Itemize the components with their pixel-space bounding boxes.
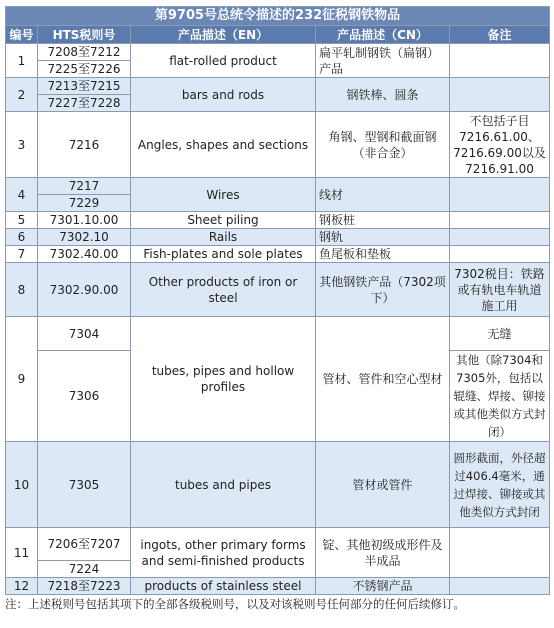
row-hts: 7213至7215	[38, 78, 131, 95]
row-en: Wires	[131, 178, 316, 212]
header-note: 备注	[450, 26, 550, 44]
table-title-row	[6, 7, 550, 26]
row-no: 8	[6, 263, 38, 317]
table-row	[6, 44, 550, 61]
row-en: bars and rods	[131, 78, 316, 112]
row-hts: 7302.90.00	[38, 263, 131, 317]
table-title: 第9705号总统令描述的232征税钢铁物品	[6, 7, 550, 26]
row-en: Angles, shapes and sections	[131, 112, 316, 178]
row-hts: 7224	[38, 561, 131, 578]
row-note	[450, 212, 550, 229]
row-en: tubes and pipes	[131, 442, 316, 528]
table-row	[6, 317, 550, 351]
steel-items-table	[5, 6, 550, 595]
row-note	[450, 246, 550, 263]
row-note	[450, 44, 550, 78]
table-row	[6, 442, 550, 528]
table-row	[6, 178, 550, 195]
table-row	[6, 246, 550, 263]
row-en: flat-rolled product	[131, 44, 316, 78]
row-no: 12	[6, 578, 38, 595]
row-no: 5	[6, 212, 38, 229]
row-no: 9	[6, 317, 38, 442]
row-en: tubes, pipes and hollow profiles	[131, 317, 316, 442]
row-cn: 钢轨	[316, 229, 450, 246]
row-hts: 7216	[38, 112, 131, 178]
row-note: 圆形截面，外径超过406.4毫米，通过焊接、铆接或其他类似方式封闭	[450, 442, 550, 528]
row-hts: 7218至7223	[38, 578, 131, 595]
row-hts: 7208至7212	[38, 44, 131, 61]
row-en: ingots, other primary forms and semi-finished products	[131, 528, 316, 578]
row-note	[450, 578, 550, 595]
row-note: 不包括子目7216.61.00、7216.69.00以及7216.91.00	[450, 112, 550, 178]
row-no: 3	[6, 112, 38, 178]
row-cn: 钢板桩	[316, 212, 450, 229]
table-row	[6, 212, 550, 229]
row-en: Fish-plates and sole plates	[131, 246, 316, 263]
row-hts: 7301.10.00	[38, 212, 131, 229]
row-no: 1	[6, 44, 38, 78]
table-row	[6, 263, 550, 317]
table-row	[6, 528, 550, 561]
row-hts: 7302.10	[38, 229, 131, 246]
row-hts: 7227至7228	[38, 95, 131, 112]
row-cn: 管材、管件和空心型材	[316, 317, 450, 442]
table-row	[6, 578, 550, 595]
row-hts: 7304	[38, 317, 131, 351]
row-hts: 7302.40.00	[38, 246, 131, 263]
header-hts: HTS税则号	[38, 26, 131, 44]
row-cn: 角钢、型钢和截面钢（非合金）	[316, 112, 450, 178]
row-no: 7	[6, 246, 38, 263]
row-hts: 7225至7226	[38, 61, 131, 78]
row-hts: 7217	[38, 178, 131, 195]
row-en: Sheet piling	[131, 212, 316, 229]
row-en: products of stainless steel	[131, 578, 316, 595]
header-en: 产品描述（EN）	[131, 26, 316, 44]
row-cn: 锭、其他初级成形件及半成品	[316, 528, 450, 578]
row-note: 7302税目：铁路或有轨电车轨道施工用	[450, 263, 550, 317]
footnote: 注：上述税则号包括其项下的全部各级税则号，以及对该税则号任何部分的任何后续修订。	[5, 597, 465, 611]
row-en: Other products of iron or steel	[131, 263, 316, 317]
row-note	[450, 178, 550, 212]
row-hts: 7306	[38, 351, 131, 442]
row-note	[450, 528, 550, 578]
row-note	[450, 229, 550, 246]
row-hts: 7206至7207	[38, 528, 131, 561]
row-cn: 鱼尾板和垫板	[316, 246, 450, 263]
table-row	[6, 112, 550, 178]
row-note	[450, 78, 550, 112]
row-cn: 管材或管件	[316, 442, 450, 528]
row-no: 11	[6, 528, 38, 578]
row-note: 其他（除7304和7305外，包括以辊缝、焊接、铆接或其他类似方式封闭）	[450, 351, 550, 442]
row-cn: 钢铁棒、圆条	[316, 78, 450, 112]
row-cn: 扁平轧制钢铁（扁钢）产品	[316, 44, 450, 78]
row-no: 10	[6, 442, 38, 528]
table-row	[6, 78, 550, 95]
row-cn: 不锈钢产品	[316, 578, 450, 595]
row-cn: 线材	[316, 178, 450, 212]
row-hts: 7305	[38, 442, 131, 528]
row-no: 2	[6, 78, 38, 112]
table-header-row	[6, 26, 550, 44]
table-row	[6, 229, 550, 246]
header-no: 编号	[6, 26, 38, 44]
row-note: 无缝	[450, 317, 550, 351]
row-hts: 7229	[38, 195, 131, 212]
row-cn: 其他钢铁产品（7302项下）	[316, 263, 450, 317]
header-cn: 产品描述（CN）	[316, 26, 450, 44]
row-no: 4	[6, 178, 38, 212]
row-no: 6	[6, 229, 38, 246]
row-en: Rails	[131, 229, 316, 246]
